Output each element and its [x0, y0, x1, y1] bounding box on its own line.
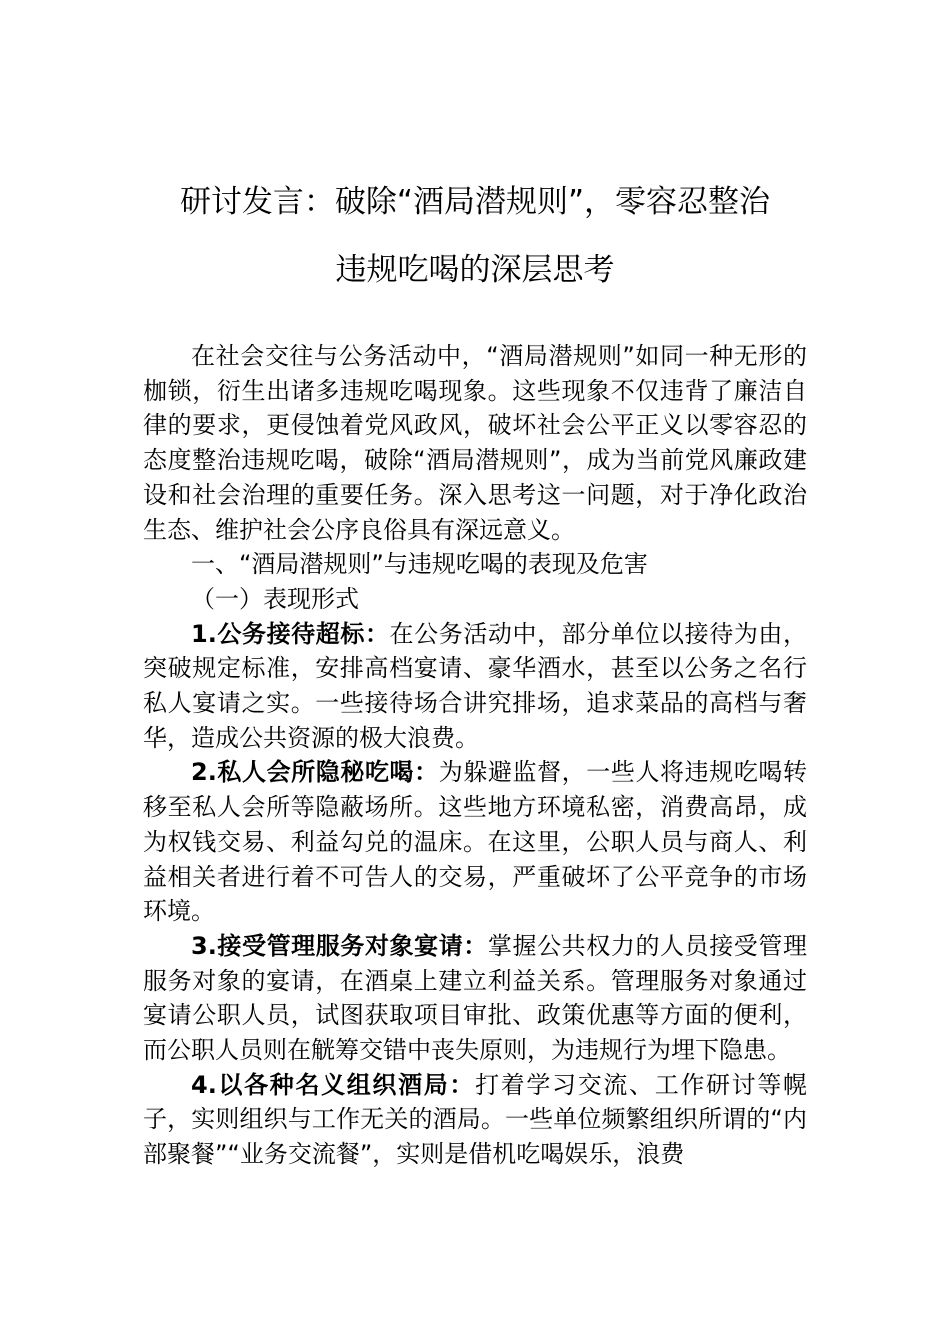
subsection-heading: （一）表现形式: [191, 584, 359, 613]
item-lead: 2.私人会所隐秘吃喝：: [191, 758, 439, 787]
document-body: [143, 339, 807, 1172]
item-text: 打着学习交流、工作研讨等幌子，实则组织与工作无关的酒局。一些单位频繁组织所谓的“内部聚餐”“业务交流餐”，实则是借机吃喝娱乐，浪费: [143, 1070, 807, 1169]
list-item: [143, 617, 807, 756]
list-item: [143, 755, 807, 929]
item-lead: 3.接受管理服务对象宴请：: [191, 931, 488, 960]
list-item: [143, 1068, 807, 1172]
item-text: 在公务活动中，部分单位以接待为由，突破规定标准，安排高档宴请、豪华酒水，甚至以公务之名行私人宴请之实。一些接待场合讲究排场，追求菜品的高档与奢华，造成公共资源的极大浪费。: [143, 619, 807, 752]
item-lead: 4.以各种名义组织酒局：: [191, 1070, 476, 1099]
intro-paragraph: 在社会交往与公务活动中，“酒局潜规则”如同一种无形的枷锁，衍生出诸多违规吃喝现象。这些现象不仅违背了廉洁自律的要求，更侵蚀着党风政风，破坏社会公平正义以零容忍的态度整治违规吃喝，破除“酒局潜规则”，成为当前党风廉政建设和社会治理的重要任务。深入思考这一问题，对于净化政治生态、维护社会公序良俗具有深远意义。: [143, 342, 807, 544]
section-heading: 一、“酒局潜规则”与违规吃喝的表现及危害: [191, 550, 648, 579]
item-lead: 1.公务接待超标：: [191, 619, 390, 648]
list-item: [143, 929, 807, 1068]
document-title-line-2: 违规吃喝的深层思考: [335, 252, 615, 288]
item-text: 为躲避监督，一些人将违规吃喝转移至私人会所等隐蔽场所。这些地方环境私密，消费高昂，成为权钱交易、利益勾兑的温床。在这里，公职人员与商人、利益相关者进行着不可告人的交易，严重破坏了公平竞争的市场环境。: [143, 758, 808, 926]
document-title-line-1: 研讨发言：破除“酒局潜规则”，零容忍整治: [179, 184, 771, 220]
item-text: 掌握公共权力的人员接受管理服务对象的宴请，在酒桌上建立利益关系。管理服务对象通过宴请公职人员，试图获取项目审批、政策优惠等方面的便利，而公职人员则在觥筹交错中丧失原则，为违规行为埋下隐患。: [143, 931, 807, 1065]
